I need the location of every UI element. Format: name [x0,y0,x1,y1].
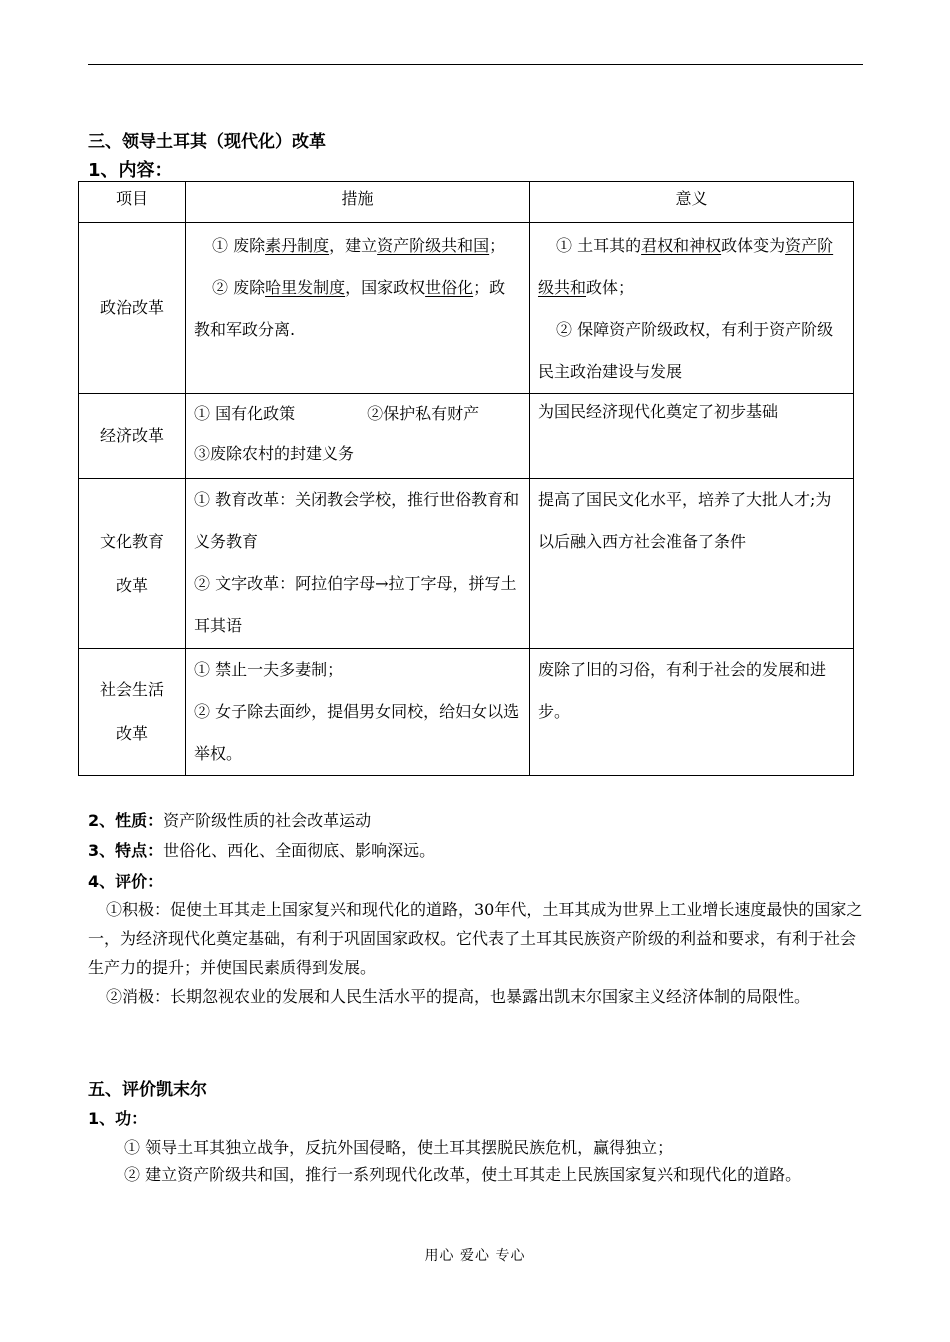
merit-1: ① 领导土耳其独立战争，反抗外国侵略，使土耳其摆脱民族危机，赢得独立； [124,1138,674,1157]
table-row [79,649,854,776]
table-header-row [79,182,854,223]
header-rule [88,64,863,65]
evaluation-negative: ②消极：长期忽视农业的发展和人民生活水平的提高，也暴露出凯末尔国家主义经济体制的局限性。 [106,987,811,1006]
row-significance-culture: 提高了国民文化水平，培养了大批人才;为以后融入西方社会准备了条件 [530,479,854,649]
content-label: 1、内容： [88,160,173,181]
row-measures-political: ① 废除素丹制度，建立资产阶级共和国； ② 废除哈里发制度，国家政权世俗化；政教和军政分离. [186,223,530,394]
header-measures: 措施 [186,182,530,223]
row-item-economic: 经济改革 [79,394,186,479]
evaluation-label: 4、评价： [88,872,164,891]
header-significance: 意义 [530,182,854,223]
section-5-title: 五、评价凯末尔 [88,1080,207,1100]
row-measures-culture: ① 教育改革：关闭教会学校，推行世俗教育和义务教育 ② 文字改革：阿拉伯字母→拉丁字母，拼写土耳其语 [186,479,530,649]
row-measures-social: ① 禁止一夫多妻制； ② 女子除去面纱，提倡男女同校，给妇女以选举权。 [186,649,530,776]
table-row [79,394,854,479]
evaluation-positive: ①积极：促使土耳其走上国家复兴和现代化的道路，30年代，土耳其成为世界上工业增长速度最快的国家之一，为经济现代化奠定基础，有利于巩固国家政权。它代表了土耳其民族资产阶级的利益和要求，有利于社会生产力的提升；并使国民素质得到发展。 [88,900,863,977]
row-item-culture: 文化教育 改革 [79,479,186,649]
section-3-title: 三、领导土耳其（现代化）改革 [88,132,326,152]
reform-table [78,181,854,776]
features-line: 3、特点：世俗化、西化、全面彻底、影响深远。 [88,841,436,860]
row-significance-political: ① 土耳其的君权和神权政体变为资产阶级共和政体； ② 保障资产阶级政权，有利于资产阶级民主政治建设与发展 [530,223,854,394]
header-item: 项目 [79,182,186,223]
row-measures-economic: ① 国有化政策 ②保护私有财产 ③废除农村的封建义务 [186,394,530,479]
row-significance-social: 废除了旧的习俗，有利于社会的发展和进步。 [530,649,854,776]
merit-2: ② 建立资产阶级共和国，推行一系列现代化改革，使土耳其走上民族国家复兴和现代化的道路。 [124,1165,802,1184]
merit-label: 1、功： [88,1109,148,1128]
page-footer: 用心 爱心 专心 [424,1248,526,1264]
row-item-political: 政治改革 [79,223,186,394]
row-item-social: 社会生活 改革 [79,649,186,776]
table-row [79,479,854,649]
nature-line: 2、性质：资产阶级性质的社会改革运动 [88,811,372,830]
table-row [79,223,854,394]
row-significance-economic: 为国民经济现代化奠定了初步基础 [530,394,854,479]
